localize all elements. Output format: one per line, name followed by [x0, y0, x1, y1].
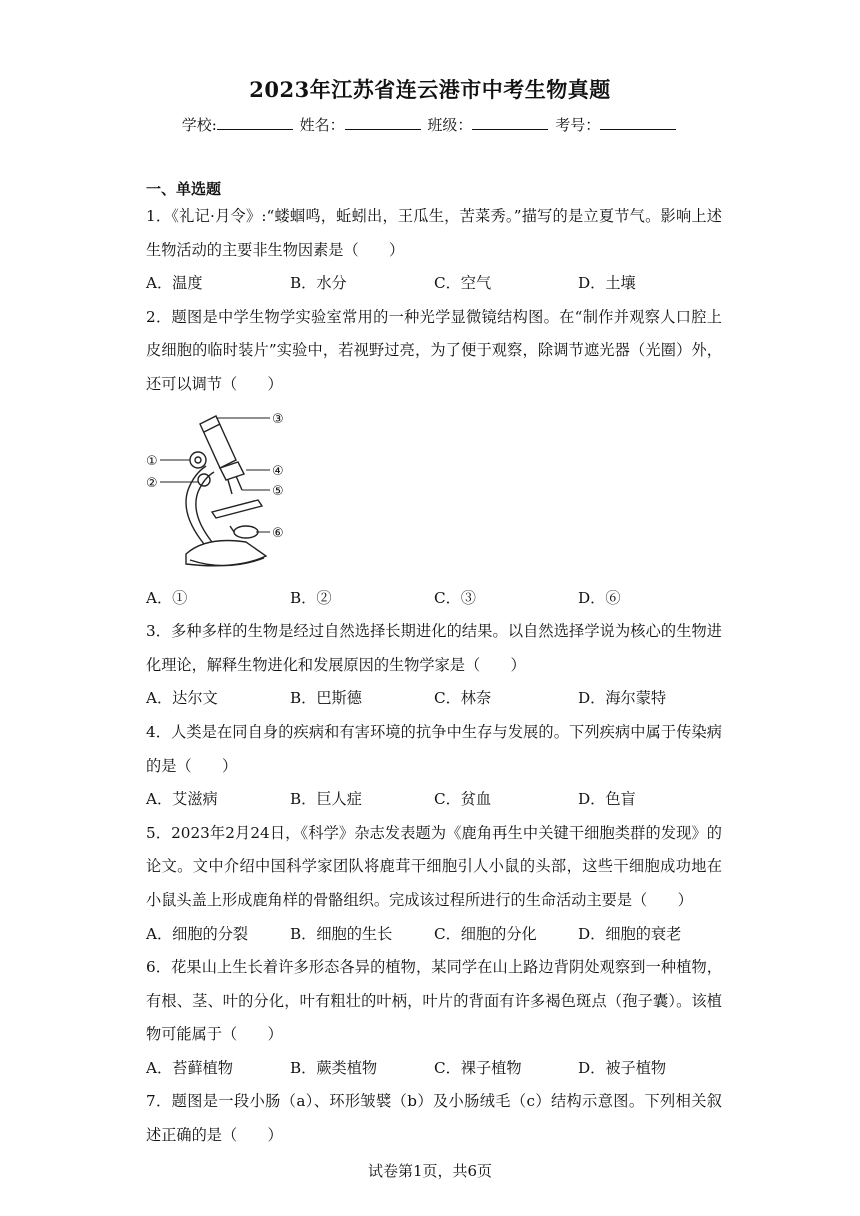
question-text: 3．多种多样的生物是经过自然选择长期进化的结果。以自然选择学说为核心的生物进化理论，解释生物进化和发展原因的生物学家是（ ）: [146, 622, 722, 674]
option-c[interactable]: C．细胞的分化: [434, 924, 537, 943]
question-5: [146, 817, 722, 951]
school-label: 学校:: [181, 116, 217, 134]
option-b[interactable]: B．水分: [290, 274, 347, 293]
question-text: 1．《礼记·月令》:“蝼蝈鸣，蚯蚓出，王瓜生，苦菜秀。”描写的是立夏节气。影响上述生物活动的主要非生物因素是（ ）: [146, 207, 722, 259]
option-c[interactable]: C．③: [434, 588, 476, 607]
microscope-figure: [146, 402, 722, 582]
option-a[interactable]: A．苔藓植物: [146, 1058, 233, 1077]
option-a[interactable]: A．细胞的分裂: [146, 924, 249, 943]
label-3: ③: [272, 411, 284, 427]
option-d[interactable]: D．色盲: [578, 790, 636, 809]
option-d[interactable]: D．细胞的衰老: [578, 924, 682, 943]
exam-no-label: 考号：: [555, 116, 601, 134]
option-c[interactable]: C．林奈: [434, 689, 492, 708]
student-info-line: [0, 114, 860, 135]
label-4: ④: [272, 463, 284, 479]
question-4: [146, 716, 722, 817]
question-1: [146, 200, 722, 301]
option-b[interactable]: B．细胞的生长: [290, 924, 393, 943]
option-d[interactable]: D．土壤: [578, 274, 636, 293]
question-text: 4．人类是在同自身的疾病和有害环境的抗争中生存与发展的。下列疾病中属于传染病的是（ ）: [146, 722, 722, 775]
question-text: 5．2023年2月24日，《科学》杂志发表题为《鹿角再生中关键干细胞类群的发现》的论文。文中介绍中国科学家团队将鹿茸干细胞引人小鼠的头部，这些干细胞成功地在小鼠头盖上形成鹿角样的骨骼组织。完成该过程所进行的生命活动主要是（ ）: [146, 823, 722, 909]
option-b[interactable]: B．巨人症: [290, 790, 362, 809]
option-c[interactable]: C．空气: [434, 274, 492, 293]
question-text: 2．题图是中学生物学实验室常用的一种光学显微镜结构图。在“制作并观察人口腔上皮细胞的临时装片”实验中，若视野过亮，为了便于观察，除调节遮光器（光圈）外，还可以调节（ ）: [146, 307, 722, 393]
page-title: 2023年江苏省连云港市中考生物真题: [249, 77, 611, 102]
options-row: [146, 267, 722, 301]
question-6: [146, 951, 722, 1085]
class-blank[interactable]: [472, 115, 548, 130]
exam-no-blank[interactable]: [600, 115, 676, 130]
option-c[interactable]: C．贫血: [434, 790, 492, 809]
option-d[interactable]: D．海尔蒙特: [578, 689, 667, 708]
option-c[interactable]: C．裸子植物: [434, 1058, 522, 1077]
school-blank[interactable]: [217, 115, 293, 130]
question-2: [146, 301, 722, 615]
name-blank[interactable]: [345, 115, 421, 130]
label-6: ⑥: [272, 525, 284, 541]
question-3: [146, 615, 722, 716]
question-7: [146, 1085, 722, 1152]
microscope-diagram: [146, 404, 296, 580]
label-1: ①: [146, 453, 158, 469]
label-5: ⑤: [272, 483, 284, 499]
options-row: [146, 682, 722, 716]
options-row: [146, 783, 722, 817]
option-d[interactable]: D．⑥: [578, 588, 621, 607]
label-2: ②: [146, 475, 158, 491]
option-a[interactable]: A．①: [146, 588, 188, 607]
question-text: 6．花果山上生长着许多形态各异的植物，某同学在山上路边背阴处观察到一种植物，有根、茎、叶的分化，叶有粗壮的叶柄，叶片的背面有许多褐色斑点（孢子囊）。该植物可能属于（ ）: [146, 958, 722, 1044]
name-label: 姓名：: [299, 116, 345, 134]
option-a[interactable]: A．艾滋病: [146, 790, 218, 809]
section-title: 一、单选题: [146, 180, 222, 198]
option-b[interactable]: B．②: [290, 588, 332, 607]
option-b[interactable]: B．蕨类植物: [290, 1058, 378, 1077]
page-footer: 试卷第1页，共6页: [367, 1162, 493, 1180]
option-a[interactable]: A．温度: [146, 274, 203, 293]
question-text: 7．题图是一段小肠（a）、环形皱襞（b）及小肠绒毛（c）结构示意图。下列相关叙述正确的是（ ）: [146, 1092, 722, 1145]
options-row: [146, 582, 722, 616]
question-area: [146, 178, 722, 1153]
option-d[interactable]: D．被子植物: [578, 1058, 667, 1077]
option-a[interactable]: A．达尔文: [146, 689, 218, 708]
options-row: [146, 918, 722, 952]
options-row: [146, 1052, 722, 1086]
option-b[interactable]: B．巴斯德: [290, 689, 362, 708]
class-label: 班级：: [427, 116, 473, 134]
